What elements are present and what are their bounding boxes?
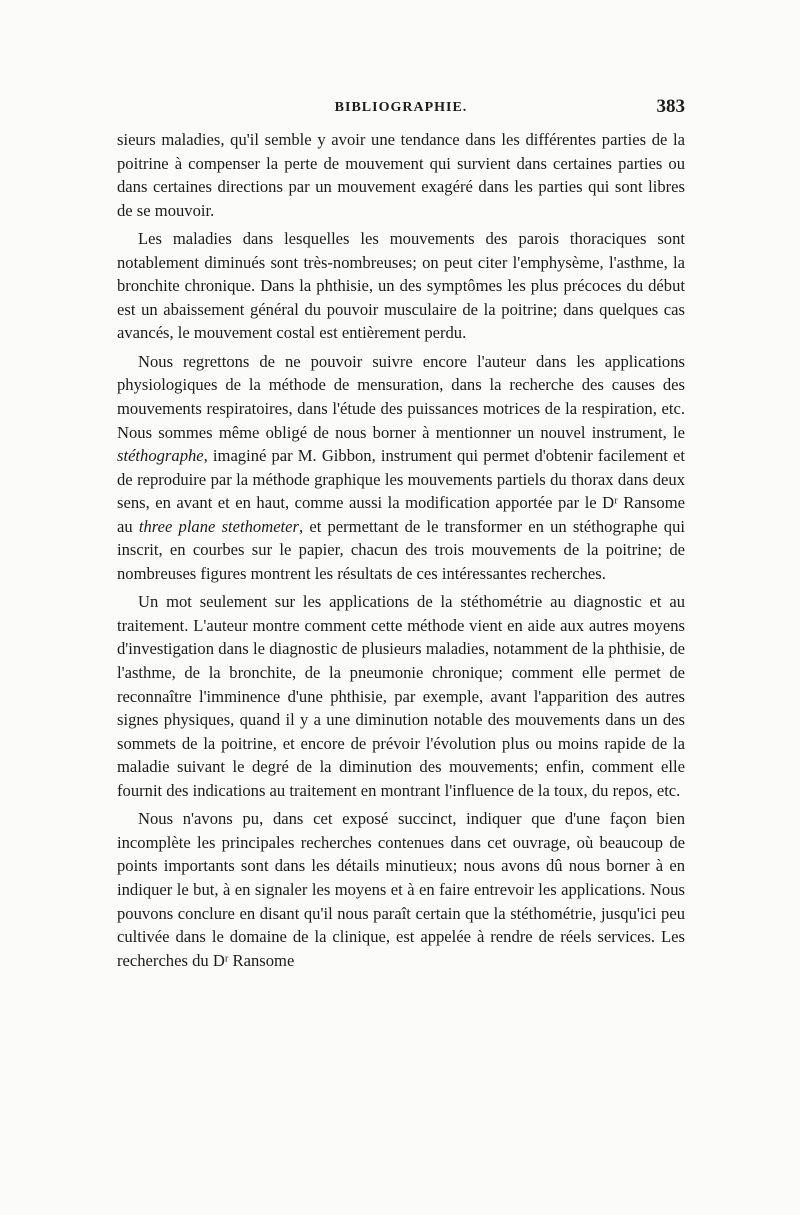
running-title: BIBLIOGRAPHIE. [334, 100, 468, 115]
running-head [117, 96, 685, 122]
paragraph-3-text-a: Nous regrettons de ne pouvoir suivre encore l'auteur dans les applications physiologiques de la méthode de mensuration, dans la recherche des causes des mouvements respiratoires, dans l'étude des puissances motrices de la respiration, etc. Nous sommes même obligé de nous borner à mentionner un nouvel instrument, le [117, 351, 685, 442]
paragraph-5: Nous n'avons pu, dans cet exposé succinct, indiquer que d'une façon bien incomplète les principales recherches contenues dans cet ouvrage, où beaucoup de points importants sont dans les détails minutieux; nous avons dû nous borner à en indiquer le but, à en signaler les moyens et à en faire entrevoir les applications. Nous pouvons conclure en disant qu'il nous paraît certain que la stéthométrie, jusqu'ici peu cultivée dans le domaine de la clinique, est appelée à rendre de réels services. Les recherches du Dʳ Ransome [117, 809, 685, 970]
paragraph-4: Un mot seulement sur les applications de la stéthométrie au diagnostic et au traitement. L'auteur montre comment cette méthode vient en aide aux autres moyens d'investigation dans le diagnostic de plusieurs maladies, notamment de la phthisie, de l'asthme, de la bronchite, de la pneumonie chronique; comment elle permet de reconnaître l'imminence d'une phthisie, par exemple, avant l'apparition des autres signes physiques, quand il y a une diminution notable des mouvements dans un des sommets de la poitrine, et encore de prévoir l'évolution plus ou moins rapide de la maladie suivant le degré de la diminution des mouvements; enfin, comment elle fournit des indications au traitement en montrant l'influence de la toux, du repos, etc. [117, 592, 685, 800]
paragraph-2: Les maladies dans lesquelles les mouvements des parois thoraciques sont notablement diminués sont très-nombreuses; on peut citer l'emphysème, l'asthme, la bronchite chronique. Dans la phthisie, un des symptômes les plus précoces du début est un abaissement général du pouvoir musculaire de la poitrine; dans quelques cas avancés, le mouvement costal est entièrement perdu. [117, 229, 685, 343]
paragraph-3 [117, 350, 685, 585]
paragraph-3-text-c: , imaginé par M. Gibbon, instrument qui permet d'obtenir facilement et de reproduire par la méthode graphique les mouvements partiels du thorax dans deux sens, en avant et en haut, comme aussi la modification apportée par le Dʳ Ransome au [117, 446, 685, 536]
paragraph-3-text-e: , et permettant de le transformer en un stéthographe qui inscrit, en courbes sur le papier, chacun des trois mouvements de la poitrine; de nombreuses figures montrent les résultats de ces intéressantes recherches. [117, 516, 686, 583]
paragraph-1: sieurs maladies, qu'il semble y avoir une tendance dans les différentes parties de la poitrine à compenser la perte de mouvement qui survient dans certaines parties ou dans certaines directions par un mouvement exagéré dans les parties qui sont libres de se mouvoir. [117, 130, 685, 220]
body-text [117, 128, 685, 977]
term-stethographe: stéthographe [117, 446, 204, 466]
term-three-plane-stethometer: three plane stethometer [138, 516, 299, 536]
page-number: 383 [656, 96, 685, 117]
